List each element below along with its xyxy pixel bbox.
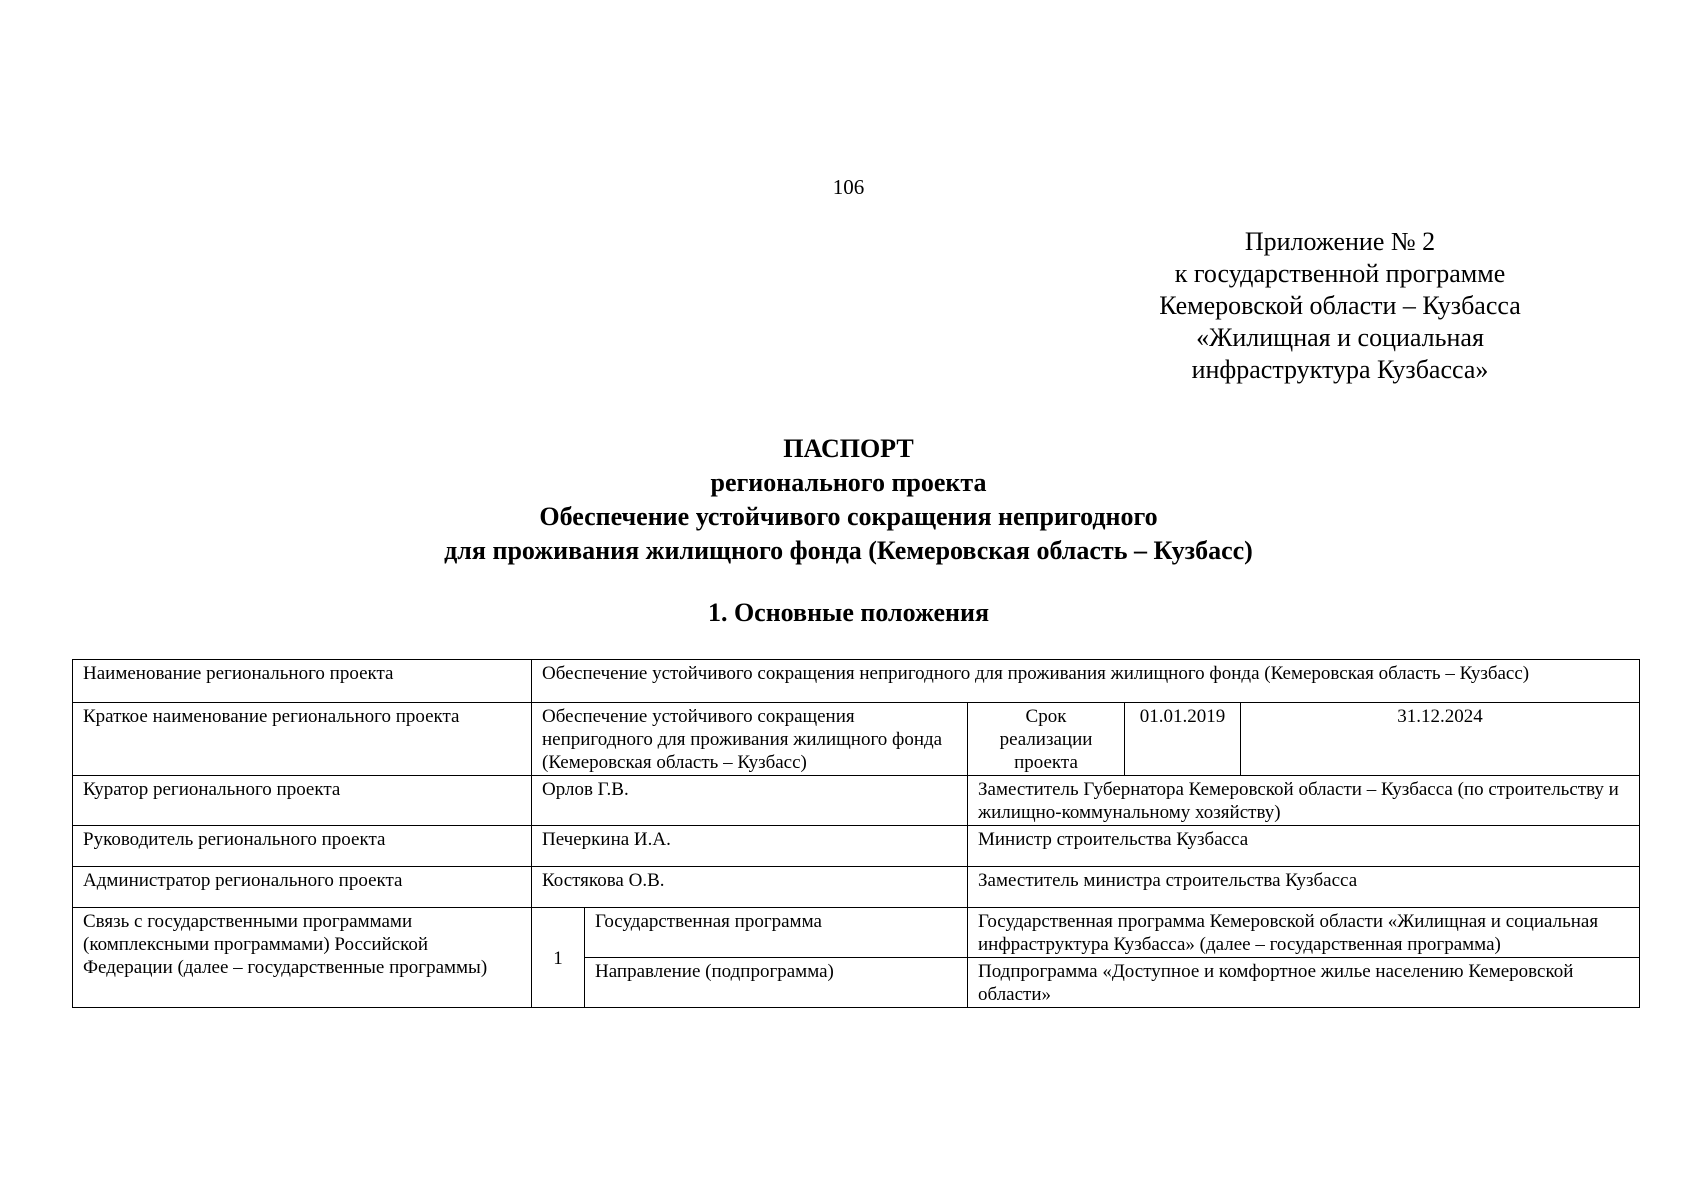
table-row	[73, 826, 1640, 867]
title-line: для проживания жилищного фонда (Кемеровская область – Кузбасс)	[444, 536, 1253, 565]
title-line: ПАСПОРТ	[783, 434, 914, 463]
head-name: Печеркина И.А.	[532, 826, 968, 867]
table-row	[73, 867, 1640, 908]
administrator-name: Костякова О.В.	[532, 867, 968, 908]
row-label: Администратор регионального проекта	[73, 867, 532, 908]
program-number: 1	[532, 908, 585, 1008]
page-number: 106	[832, 175, 865, 199]
short-name-value: Обеспечение устойчивого сокращения непригодного для проживания жилищного фонда (Кемеровская область – Кузбасс)	[532, 703, 968, 776]
section-title: 1. Основные положения	[707, 598, 990, 627]
appendix-line: к государственной программе	[1174, 259, 1506, 288]
table-row	[73, 908, 1640, 958]
program-value: Государственная программа Кемеровской области «Жилищная и социальная инфраструктура Кузбасса» (далее – государственная программа)	[968, 908, 1640, 958]
curator-name: Орлов Г.В.	[532, 776, 968, 826]
curator-position: Заместитель Губернатора Кемеровской области – Кузбасса (по строительству и жилищно-коммунальному хозяйству)	[968, 776, 1640, 826]
appendix-line: Приложение № 2	[1244, 227, 1436, 256]
table-row	[73, 776, 1640, 826]
term-label: Срок реализации проекта	[968, 703, 1125, 776]
row-label: Краткое наименование регионального проекта	[73, 703, 532, 776]
table-row	[73, 660, 1640, 703]
appendix-line: Кемеровской области – Кузбасса	[1159, 291, 1521, 320]
program-label: Государственная программа	[585, 908, 968, 958]
subprogram-label: Направление (подпрограмма)	[585, 958, 968, 1008]
row-label: Куратор регионального проекта	[73, 776, 532, 826]
document-title	[0, 432, 1697, 568]
subprogram-value: Подпрограмма «Доступное и комфортное жилье населению Кемеровской области»	[968, 958, 1640, 1008]
title-line: Обеспечение устойчивого сокращения непригодного	[539, 502, 1158, 531]
appendix-block	[1110, 226, 1570, 386]
project-name-value: Обеспечение устойчивого сокращения непригодного для проживания жилищного фонда (Кемеровская область – Кузбасс)	[532, 660, 1640, 703]
head-position: Министр строительства Кузбасса	[968, 826, 1640, 867]
passport-table	[72, 659, 1640, 1008]
appendix-line: инфраструктура Кузбасса»	[1191, 355, 1489, 384]
start-date: 01.01.2019	[1125, 703, 1241, 776]
title-line: регионального проекта	[710, 468, 987, 497]
end-date: 31.12.2024	[1241, 703, 1640, 776]
administrator-position: Заместитель министра строительства Кузбасса	[968, 867, 1640, 908]
appendix-line: «Жилищная и социальная	[1196, 323, 1484, 352]
row-label: Связь с государственными программами (комплексными программами) Российской Федерации (далее – государственные программы)	[73, 908, 532, 1008]
row-label: Руководитель регионального проекта	[73, 826, 532, 867]
row-label: Наименование регионального проекта	[73, 660, 532, 703]
table-row	[73, 703, 1640, 776]
